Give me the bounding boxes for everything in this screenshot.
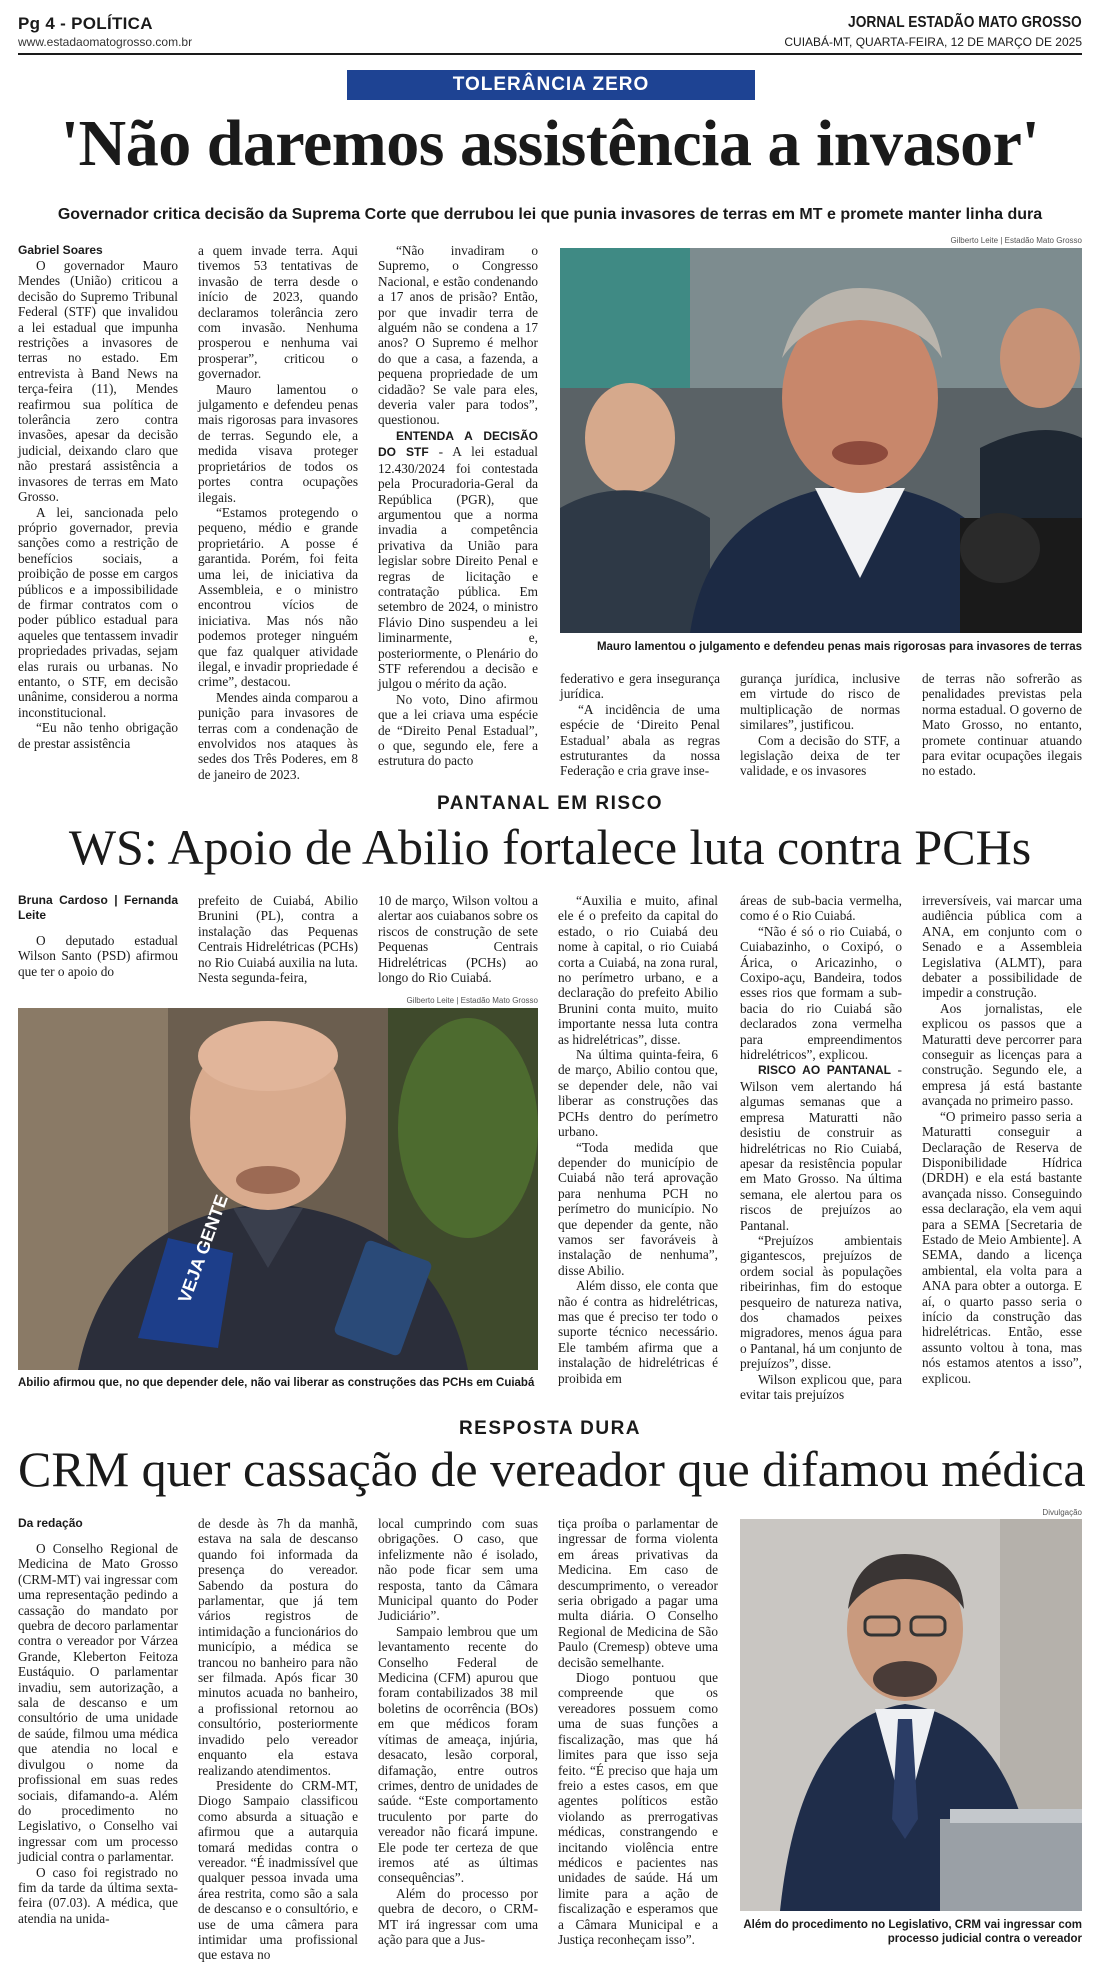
paragraph: “Não invadiram o Supremo, o Congresso Nacional, e estão condenando a 17 anos de prisão? Então, por que invadir terra de alguém não se condena a 17 anos? O Supremo é melhor do que a casa, a fazenda, a pequena propriedade de um cidadão? Se vale para eles, deveria valer para todos”, questionou. <box>378 243 538 428</box>
story2-column-4 <box>558 893 718 1386</box>
paragraph: irreversíveis, vai marcar uma audiência pública com a ANA, em conjunto com o Senado e a Assembleia Legislativa (ALMT), para debater a possibilidade de impedir a construção. <box>922 893 1082 1001</box>
story3-column-1 <box>18 1516 178 1926</box>
story2-photo-credit: Gilberto Leite | Estadão Mato Grosso <box>406 996 538 1005</box>
story3-kicker: RESPOSTA DURA <box>458 1418 642 1439</box>
story1-subhead: Governador critica decisão da Suprema Corte que derrubou lei que punia invasores de terras em MT e promete manter linha dura <box>57 206 1043 223</box>
story2-column-5 <box>740 893 902 1402</box>
paragraph: A lei, sancionada pelo próprio governador, previa sanções como a restrição de benefícios sociais, a proibição de posse em cargos públicos e a impossibilidade de firmar contratos com o poder público estadual para aqueles que tentassem invadir propriedades privadas, sejam elas rurais ou urbanas. No entanto, o STF, em decisão unânime, considerou a norma inconstitucional. <box>18 504 178 720</box>
paragraph: local cumprindo com suas obrigações. O caso, que infelizmente não é isolado, não pode ficar sem uma resposta, tanto da Câmara Municipal quanto do Poder Judiciário”. <box>378 1516 538 1624</box>
paragraph: prefeito de Cuiabá, Abilio Brunini (PL), contra a instalação das Pequenas Centrais Hidrelétricas (PCHs) no Rio Cuiabá auxilia na luta. Nesta segunda-feira, <box>198 893 358 986</box>
paragraph: “Estamos protegendo o pequeno, médio e grande proprietário. A posse é garantida. Porém, foi feita uma lei, de iniciativa da Assembleia, e o ministro encontrou vícios de iniciativa. Mas nós não podemos proteger ninguém que faz qualquer atividade ilegal, e invadir propriedade é crime”, destacou. <box>198 504 358 690</box>
paragraph: “O primeiro passo seria a Maturatti conseguir a Declaração de Reserva de Disponibilidade Hídrica (DRDH) e ela está bastante avançada nisso. Conseguindo essa declaração, ela vem aqui para a SEMA [Secretaria de Estado de Meio Ambiente]. A SEMA, dando a licença ambiental, ela volta para a ANA para obter a outorga. E aí, o quarto passo seria o início da construção das hidrelétricas. Então, esse assunto voltou à tona, mas nós estamos atentos a isso”, explicou. <box>922 1108 1082 1386</box>
edition-date: CUIABÁ-MT, QUARTA-FEIRA, 12 DE MARÇO DE 2025 <box>784 35 1082 49</box>
story1-headline: 'Não daremos assistência a invasor' <box>60 107 1040 180</box>
paragraph: Aos jornalistas, ele explicou os passos que a Maturatti deve percorrer para conseguir as licenças para a construção. Segundo ele, a empresa já está bastante avançada no primeiro passo. <box>922 1000 1082 1109</box>
header-rule <box>18 53 1082 55</box>
story3-byline: Da redação <box>18 1516 83 1530</box>
paragraph: “Toda medida que depender do município de Cuiabá não terá aprovação para nenhuma PCH no perímetro do município. No que depender da gente, não vamos ser favoráveis à instalação de nenhuma”, disse Abilio. <box>558 1139 718 1278</box>
paragraph: de terras não sofrerão as penalidades previstas pela norma estadual. O governo de Mato Grosso, no entanto, promete continuar atuando para evitar ocupações ilegais no estado. <box>922 671 1082 779</box>
paragraph: Wilson explicou que, para evitar tais prejuízos <box>740 1371 902 1402</box>
paragraph: tiça proíba o parlamentar de ingressar de forma violenta em áreas privativas da Medicina. Em caso de descumprimento, o vereador seria obrigado a pagar uma multa diária. O Conselho Regional de Medicina de São Paulo (Cremesp) obteve uma decisão semelhante. <box>558 1516 718 1670</box>
story1-photo <box>560 248 1082 633</box>
paragraph: áreas de sub-bacia vermelha, como é o Rio Cuiabá. <box>740 893 902 924</box>
paragraph: No voto, Dino afirmou que a lei criava uma espécie de “Direito Penal Estadual”, o que, segundo ele, fere a estrutura do pacto <box>378 691 538 769</box>
paragraph: “Eu não tenho obrigação de prestar assistência <box>18 720 178 751</box>
story1-column-6 <box>922 671 1082 779</box>
story3-column-3 <box>378 1516 538 1947</box>
paragraph: O deputado estadual Wilson Santo (PSD) afirmou que ter o apoio do <box>18 933 178 979</box>
paragraph: O caso foi registrado no fim da tarde da última sexta-feira (07.03). A médica, que atendia na unida- <box>18 1864 178 1926</box>
story3-caption: Além do procedimento no Legislativo, CRM vai ingressar com processo judicial contra o vereador <box>743 1919 1082 1945</box>
story1-column-1 <box>18 243 178 751</box>
story1-byline: Gabriel Soares <box>18 243 103 257</box>
story1-subtitle: ENTENDA A DECISÃO DO STF <box>378 428 538 460</box>
paragraph: 10 de março, Wilson voltou a alertar aos cuiabanos sobre os riscos de construção de sete Pequenas Centrais Hidrelétricas (PCHs) ao longo do Rio Cuiabá. <box>378 893 538 986</box>
paragraph: de desde às 7h da manhã, estava na sala de descanso quando foi informada da presença do vereador. Sabendo da postura do parlamentar, que já tem vários registros de intimidação a funcionários do município, a médica se trancou no banheiro para não ser filmada. Após ficar 30 minutos acuada no banheiro, a profissional retornou ao consultório, posteriormente invadido pelo vereador enquanto ela estava realizando atendimentos. <box>198 1516 358 1778</box>
deputy-photo-illustration <box>18 1008 538 1370</box>
paragraph: federativo e gera insegurança jurídica. <box>560 671 720 702</box>
paragraph: “A incidência de uma espécie de ‘Direito Penal Estadual’ abala as regras estruturantes da nossa Federação e cria grave inse- <box>560 701 720 779</box>
paragraph: Além do processo por quebra de decoro, o CRM-MT irá ingressar com uma ação para que a Jus- <box>378 1885 538 1947</box>
story3-headline: CRM quer cassação de vereador que difamou médica <box>18 1441 1086 1497</box>
story1-column-5 <box>740 671 900 779</box>
story2-column-6 <box>922 893 1082 1386</box>
paragraph: Com a decisão do STF, a legislação deixa de ter validade, e os invasores <box>740 732 900 779</box>
story2-subtitle: RISCO AO PANTANAL <box>758 1063 891 1078</box>
paragraph: Diogo pontuou que compreende que os vereadores possuem como uma de suas funções a fiscalização, mas que há limites para que isso seja feito. “É preciso que haja um freio a estes casos, em que agentes políticos estão violando as prerrogativas médicas, constrangendo e incitando violência entre médicos e pacientes nas unidades de saúde. Há um limite para a ação de fiscalização e esperamos que a Câmara Municipal e a Justiça reconheçam isso”. <box>558 1670 718 1947</box>
paragraph: Sampaio lembrou que um levantamento recente do Conselho Federal de Medicina (CFM) apurou que foram contabilizados 38 mil boletins de ocorrência (BOs) em que médicos foram vítimas de ameaça, injúria, desacato, lesão corporal, difamação, entre outros crimes, dentro de unidades de saúde. “Este comportamento truculento por parte do vereador não ficará impune. Ele pode ter certeza de que iremos até as últimas consequências”. <box>378 1623 538 1886</box>
mic-flag-text: VEJA GENTE <box>174 1192 232 1306</box>
paragraph: O governador Mauro Mendes (União) criticou a decisão do Supremo Tribunal Federal (STF) que invalidou a lei estadual que impunha restrições a invasores de terras no estado. Em entrevista à Band News na terça-feira (11), Mendes reafirmou sua política de tolerância zero contra invasões, apesar da decisão judicial, deixando claro que não prestará assistência a invasores de terras em Mato Grosso. <box>18 258 178 505</box>
story2-headline: WS: Apoio de Abilio fortalece luta contra PCHs <box>68 819 1032 875</box>
paragraph: “Não é só o rio Cuiabá, o Cuiabazinho, o Coxipó, o Árica, o Aricazinho, o Coxipo-açu, Bandeira, todos esses rios que formam a sub-bacia do rio Cuiabá são declarados zona vermelha para empreendimentos hidrelétricos”, explicou. <box>740 923 902 1063</box>
story1-kicker: TOLERÂNCIA ZERO <box>347 70 755 100</box>
story2-column-1 <box>18 893 178 979</box>
paragraph: Presidente do CRM-MT, Diogo Sampaio classificou como absurda a situação e afirmou que a autarquia tomará medidas contra o vereador. “É inadmissível que qualquer pessoa invada uma área restrita, como são a sala de descanso e o consultório, e use de uma câmera para intimidar uma profissional que estava no <box>198 1777 358 1963</box>
page-section-label: Pg 4 - POLÍTICA <box>18 14 153 33</box>
paragraph: - A lei estadual 12.430/2024 foi contestada pela Procuradoria-Geral da República (PGR), que argumentou que a norma invadia a competência privativa da União para legislar sobre Direito Penal e regras de licitação e contratação pública. Em setembro de 2024, o ministro Flávio Dino suspendeu a lei liminarmente, e, posteriormente, o Plenário do STF referendou a decisão e julgou o mérito da ação. <box>378 444 538 692</box>
story1-column-4 <box>560 671 720 779</box>
paragraph: O Conselho Regional de Medicina de Mato Grosso (CRM-MT) vai ingressar com uma representação pedindo a cassação do mandato por quebra de decoro parlamentar contra o vereador por Várzea Grande, Kleberton Feitoza Eustáquio. O parlamentar invadiu, sem autorização, a sala de descanso e um consultório de uma unidade de saúde, filmou uma médica que atendia no local e divulgou o nome da profissional em suas redes sociais, difamando-a. Além do procedimento no Legislativo, o Conselho vai ingressar com um processo judicial contra o parlamentar. <box>18 1541 178 1865</box>
story3-photo-credit: Divulgação <box>1042 1508 1082 1517</box>
story3-column-4 <box>558 1516 718 1947</box>
site-url[interactable]: www.estadaomatogrosso.com.br <box>18 35 193 49</box>
paragraph: Mauro lamentou o julgamento e defendeu penas mais rigorosas para invasores de terras. Segundo ele, a medida visava proteger proprietários de todos os portes contra ocupações ilegais. <box>198 381 358 505</box>
paragraph: Além disso, ele conta que não é contra as hidrelétricas, mas que é preciso ter todo o suporte técnico necessário. Ele também afirma que a instalação de hidrelétricas é proibida em <box>558 1278 718 1386</box>
story1-caption: Mauro lamentou o julgamento e defendeu penas mais rigorosas para invasores de terras <box>596 641 1082 653</box>
story2-photo <box>18 1008 538 1370</box>
story2-column-2 <box>198 893 358 985</box>
story3-photo <box>740 1519 1082 1911</box>
paragraph: - Wilson vem alertando há algumas semanas que a empresa Maturatti não desistiu de construir as hidrelétricas no Rio Cuiabá, apesar da resistência popular em Mato Grosso. Na última semana, ele alertou para os riscos de prejuízos ao Pantanal. <box>740 1062 902 1233</box>
paragraph: “Prejuízos ambientais gigantescos, prejuízos de ordem social às populações ribeirinhas, fim do estoque pesqueiro de natureza nativa, dos chamados peixes migradores, menos água para o Pantanal, há um conjunto de prejuízos”, disse. <box>740 1232 902 1372</box>
paragraph: Na última quinta-feira, 6 de março, Abilio contou que, se depender dele, não vai liberar as construções das PCHs dentro do perímetro urbano. <box>558 1047 718 1140</box>
story2-byline: Bruna Cardoso | Fernanda Leite <box>18 893 178 922</box>
story1-photo-credit: Gilberto Leite | Estadão Mato Grosso <box>950 236 1082 245</box>
paragraph: “Auxilia e muito, afinal ele é o prefeito da capital do estado, o rio Cuiabá deu nome à capital, o rio Cuiabá corta a Cuiabá, na zona rural, no perímetro urbano, e a declaração do prefeito Abilio Brunini conta muito, muito importante nessa luta contra as hidrelétricas”, disse. <box>558 893 718 1047</box>
story1-column-2 <box>198 243 358 782</box>
governor-photo-illustration <box>560 248 1082 633</box>
story1-column-3 <box>378 243 538 769</box>
story2-kicker: PANTANAL EM RISCO <box>436 793 664 814</box>
paragraph: a quem invade terra. Aqui tivemos 53 tentativas de invasão de terra desde o início de 2023, quando declaramos tolerância zero com invasão. Nenhuma prosperou e nenhuma vai prosperar”, criticou o governador. <box>198 243 358 382</box>
paragraph: gurança jurídica, inclusive em virtude do risco de multiplicação de normas similares”, justificou. <box>740 671 900 733</box>
paragraph: Mendes ainda comparou a punição para invasores de terras com a condenação de envolvidos nos ataques às sedes dos Três Poderes, em 8 de janeiro de 2023. <box>198 689 358 782</box>
story2-caption: Abilio afirmou que, no que depender dele, não vai liberar as construções das PCHs em Cuiabá <box>18 1377 535 1389</box>
newspaper-name: JORNAL ESTADÃO MATO GROSSO <box>848 14 1082 31</box>
story3-column-2 <box>198 1516 358 1963</box>
story2-column-3 <box>378 893 538 985</box>
crm-president-photo-illustration <box>740 1519 1082 1911</box>
